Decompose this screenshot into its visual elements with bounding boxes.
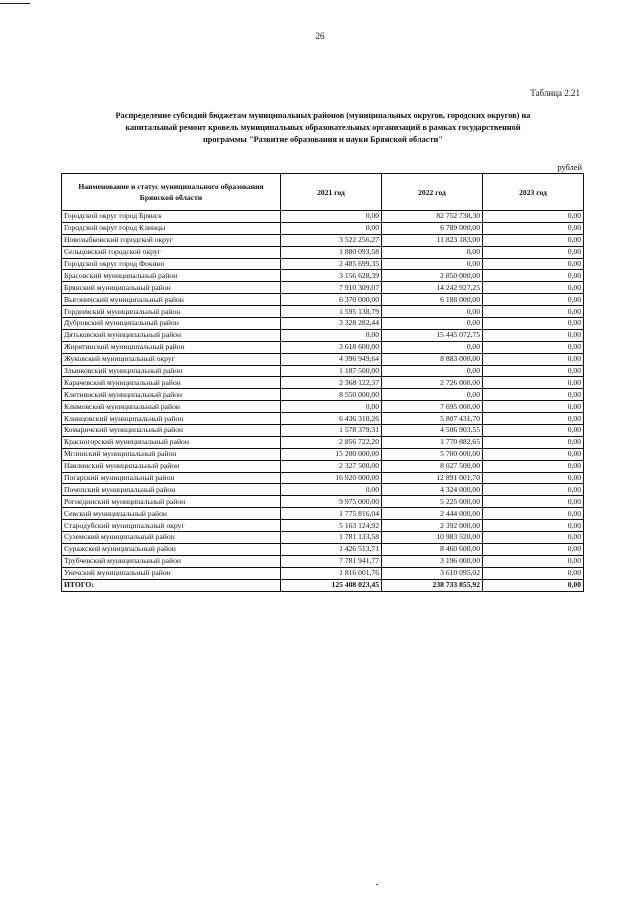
cell-name: Дубровский муниципальный район <box>62 318 281 330</box>
cell-y2022: 5 700 000,00 <box>382 448 483 460</box>
cell-y2023: 0,00 <box>483 341 584 353</box>
title-line: Распределение субсидий бюджетам муниципальных районов (муниципальных округов, городских округов) на <box>115 111 531 120</box>
cell-name: Злынковский муниципальный район <box>62 365 281 377</box>
cell-y2023: 0,00 <box>483 579 584 591</box>
header-2021: 2021 год <box>281 174 382 211</box>
table-row <box>62 436 584 448</box>
cell-name: Унечский муниципальный район <box>62 567 281 579</box>
cell-name: Гордеевский муниципальный район <box>62 306 281 318</box>
title-line: программы "Развитие образования и науки Брянской области" <box>203 135 443 145</box>
table-row <box>62 234 584 246</box>
cell-y2021: 1 187 500,00 <box>281 365 382 377</box>
table-header-row <box>62 174 584 211</box>
cell-y2022: 0,00 <box>382 389 483 401</box>
cell-y2023: 0,00 <box>483 413 584 425</box>
table-row <box>62 329 584 341</box>
table-row <box>62 567 584 579</box>
table-label: Таблица 2.21 <box>530 88 580 98</box>
header-2022: 2022 год <box>382 174 483 211</box>
cell-name: Жуковский муниципальный округ <box>62 353 281 365</box>
cell-y2023: 0,00 <box>483 484 584 496</box>
cell-y2022: 2 444 000,00 <box>382 508 483 520</box>
cell-y2023: 0,00 <box>483 567 584 579</box>
cell-y2022: 7 695 000,00 <box>382 401 483 413</box>
table-row <box>62 425 584 437</box>
cell-name: Погарский муниципальный район <box>62 472 281 484</box>
cell-y2022: 0,00 <box>382 365 483 377</box>
cell-y2021: 5 163 124,92 <box>281 520 382 532</box>
cell-y2023: 0,00 <box>483 401 584 413</box>
cell-y2021: 1 595 138,79 <box>281 306 382 318</box>
cell-name: Брасовский муниципальный район <box>62 270 281 282</box>
cell-y2022: 82 752 738,30 <box>382 211 483 223</box>
cell-y2023: 0,00 <box>483 532 584 544</box>
cell-y2023: 0,00 <box>483 436 584 448</box>
table-row <box>62 448 584 460</box>
cell-y2023: 0,00 <box>483 282 584 294</box>
table-row <box>62 555 584 567</box>
cell-y2022: 238 733 855,92 <box>382 579 483 591</box>
cell-name: Навлинский муниципальный район <box>62 460 281 472</box>
cell-y2021: 2 856 722,20 <box>281 436 382 448</box>
cell-y2021: 0,00 <box>281 484 382 496</box>
table-row <box>62 508 584 520</box>
cell-y2021: 15 200 000,00 <box>281 448 382 460</box>
cell-name: Суражский муниципальный район <box>62 543 281 555</box>
table-row <box>62 258 584 270</box>
cell-y2022: 2 726 000,00 <box>382 377 483 389</box>
cell-name: ИТОГО: <box>62 579 281 591</box>
table-row <box>62 472 584 484</box>
cell-name: Дятьковский муниципальный район <box>62 329 281 341</box>
table-row <box>62 484 584 496</box>
cell-y2021: 0,00 <box>281 222 382 234</box>
table-row <box>62 460 584 472</box>
cell-y2021: 3 328 282,44 <box>281 318 382 330</box>
cell-y2021: 2 485 699,35 <box>281 258 382 270</box>
cell-name: Городской округ город Клинцы <box>62 222 281 234</box>
cell-y2022: 0,00 <box>382 306 483 318</box>
cell-y2021: 0,00 <box>281 329 382 341</box>
cell-y2023: 0,00 <box>483 234 584 246</box>
cell-y2021: 6 370 000,00 <box>281 294 382 306</box>
table-row <box>62 270 584 282</box>
cell-y2021: 3 618 600,00 <box>281 341 382 353</box>
table-row <box>62 389 584 401</box>
table-body <box>62 211 584 592</box>
cell-y2021: 1 578 379,31 <box>281 425 382 437</box>
cell-name: Красногорский муниципальный район <box>62 436 281 448</box>
cell-y2023: 0,00 <box>483 306 584 318</box>
cell-y2023: 0,00 <box>483 294 584 306</box>
cell-y2023: 0,00 <box>483 508 584 520</box>
table-row <box>62 246 584 258</box>
cell-y2022: 8 883 000,00 <box>382 353 483 365</box>
table-row <box>62 294 584 306</box>
cell-name: Комаричский муниципальный район <box>62 425 281 437</box>
cell-y2023: 0,00 <box>483 211 584 223</box>
header-2023: 2023 год <box>483 174 584 211</box>
cell-name: Суземский муниципальный район <box>62 532 281 544</box>
cell-y2022: 6 188 000,00 <box>382 294 483 306</box>
table-row <box>62 353 584 365</box>
cell-y2021: 2 327 500,00 <box>281 460 382 472</box>
cell-y2023: 0,00 <box>483 222 584 234</box>
cell-y2021: 1 781 133,58 <box>281 532 382 544</box>
cell-name: Жирятинский муниципальный район <box>62 341 281 353</box>
cell-y2021: 1 775 816,04 <box>281 508 382 520</box>
cell-y2023: 0,00 <box>483 246 584 258</box>
table-row <box>62 318 584 330</box>
cell-name: Мглинский муниципальный район <box>62 448 281 460</box>
table-row <box>62 341 584 353</box>
cell-y2022: 4 324 000,00 <box>382 484 483 496</box>
header-name: Наименование и статус муниципального образования Брянской области <box>62 174 281 211</box>
table-row <box>62 222 584 234</box>
top-edge-line <box>0 3 30 4</box>
cell-y2022: 11 823 183,00 <box>382 234 483 246</box>
cell-y2022: 14 242 927,25 <box>382 282 483 294</box>
table-row <box>62 532 584 544</box>
cell-y2021: 0,00 <box>281 211 382 223</box>
cell-y2022: 15 445 072,75 <box>382 329 483 341</box>
cell-y2022: 0,00 <box>382 246 483 258</box>
cell-y2022: 5 807 431,70 <box>382 413 483 425</box>
table-row <box>62 365 584 377</box>
cell-y2022: 6 789 000,00 <box>382 222 483 234</box>
table-row <box>62 543 584 555</box>
cell-y2021: 1 426 513,71 <box>281 543 382 555</box>
cell-y2022: 2 392 000,00 <box>382 520 483 532</box>
cell-name: Выгоничский муниципальный район <box>62 294 281 306</box>
scan-mark <box>376 884 378 885</box>
cell-y2021: 3 522 256,27 <box>281 234 382 246</box>
table-row <box>62 282 584 294</box>
cell-name: Стародубский муниципальный округ <box>62 520 281 532</box>
units-label: рублей <box>557 163 582 172</box>
cell-y2022: 3 610 095,02 <box>382 567 483 579</box>
table-row <box>62 211 584 223</box>
cell-y2022: 3 196 000,00 <box>382 555 483 567</box>
cell-name: Клетнянский муниципальный район <box>62 389 281 401</box>
cell-y2022: 8 460 600,00 <box>382 543 483 555</box>
cell-y2023: 0,00 <box>483 448 584 460</box>
cell-y2022: 2 850 000,00 <box>382 270 483 282</box>
cell-y2021: 1 816 001,76 <box>281 567 382 579</box>
cell-y2023: 0,00 <box>483 353 584 365</box>
cell-name: Севский муниципальный район <box>62 508 281 520</box>
total-row <box>62 579 584 591</box>
table-title <box>74 110 572 147</box>
cell-y2023: 0,00 <box>483 329 584 341</box>
cell-y2023: 0,00 <box>483 258 584 270</box>
table-row <box>62 377 584 389</box>
cell-y2021: 3 156 628,39 <box>281 270 382 282</box>
cell-y2022: 0,00 <box>382 341 483 353</box>
cell-name: Клинцовский муниципальный район <box>62 413 281 425</box>
cell-y2021: 2 368 122,37 <box>281 377 382 389</box>
cell-y2022: 4 506 903,55 <box>382 425 483 437</box>
cell-y2023: 0,00 <box>483 425 584 437</box>
table-row <box>62 520 584 532</box>
cell-name: Карачевский муниципальный район <box>62 377 281 389</box>
table-row <box>62 401 584 413</box>
cell-y2022: 8 027 500,00 <box>382 460 483 472</box>
cell-y2021: 0,00 <box>281 401 382 413</box>
cell-name: Рогнединский муниципальный район <box>62 496 281 508</box>
cell-name: Городской округ город Фокино <box>62 258 281 270</box>
cell-name: Трубчевский муниципальный район <box>62 555 281 567</box>
cell-y2023: 0,00 <box>483 270 584 282</box>
cell-y2022: 0,00 <box>382 258 483 270</box>
cell-y2022: 5 225 000,00 <box>382 496 483 508</box>
cell-y2022: 0,00 <box>382 318 483 330</box>
cell-y2021: 7 781 941,77 <box>281 555 382 567</box>
cell-y2021: 1 880 093,58 <box>281 246 382 258</box>
cell-y2021: 125 408 023,45 <box>281 579 382 591</box>
page-number: 26 <box>315 31 325 41</box>
cell-name: Климовский муниципальный район <box>62 401 281 413</box>
cell-y2023: 0,00 <box>483 377 584 389</box>
cell-y2023: 0,00 <box>483 389 584 401</box>
subsidy-table <box>61 173 584 592</box>
cell-y2021: 7 910 309,07 <box>281 282 382 294</box>
table-row <box>62 306 584 318</box>
table-row <box>62 496 584 508</box>
table-row <box>62 413 584 425</box>
cell-y2021: 16 920 000,00 <box>281 472 382 484</box>
cell-y2021: 8 550 000,00 <box>281 389 382 401</box>
cell-name: Брянский муниципальный район <box>62 282 281 294</box>
cell-y2021: 4 396 949,64 <box>281 353 382 365</box>
cell-y2022: 12 891 001,70 <box>382 472 483 484</box>
cell-y2022: 10 983 520,00 <box>382 532 483 544</box>
cell-y2023: 0,00 <box>483 543 584 555</box>
cell-y2023: 0,00 <box>483 318 584 330</box>
cell-name: Почепский муниципальный район <box>62 484 281 496</box>
cell-y2023: 0,00 <box>483 555 584 567</box>
cell-y2022: 1 770 882,65 <box>382 436 483 448</box>
cell-y2021: 9 975 000,00 <box>281 496 382 508</box>
cell-y2023: 0,00 <box>483 365 584 377</box>
cell-y2023: 0,00 <box>483 520 584 532</box>
cell-name: Городской округ город Брянск <box>62 211 281 223</box>
cell-y2023: 0,00 <box>483 496 584 508</box>
cell-name: Новозыбковский городской округ <box>62 234 281 246</box>
cell-y2023: 0,00 <box>483 460 584 472</box>
cell-y2023: 0,00 <box>483 472 584 484</box>
title-line: капитальный ремонт кровель муниципальных образовательных организаций в рамках государственной <box>125 123 521 133</box>
cell-name: Сельцовский городской округ <box>62 246 281 258</box>
cell-y2021: 6 436 310,26 <box>281 413 382 425</box>
